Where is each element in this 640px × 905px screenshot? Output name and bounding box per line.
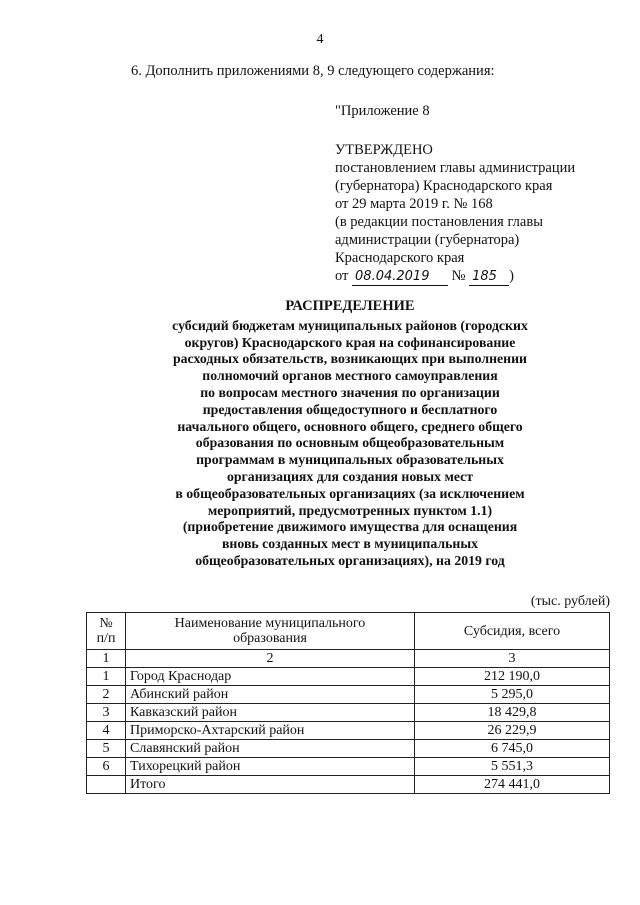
table-row bbox=[87, 758, 610, 776]
approval-line: от 29 марта 2019 г. № 168 bbox=[335, 196, 493, 212]
handwritten-date: 08.04.2019 bbox=[352, 269, 448, 286]
index-cell: 2 bbox=[126, 650, 415, 668]
table-row bbox=[87, 668, 610, 686]
title-line: (приобретение движимого имущества для оснащения bbox=[182, 519, 518, 535]
appendix-title: "Приложение 8 bbox=[335, 103, 430, 119]
title-line: предоставления общедоступного и бесплатного bbox=[202, 401, 498, 417]
table-row bbox=[87, 686, 610, 704]
title-line: округов) Краснодарского края на софинансирование bbox=[184, 334, 516, 350]
header-name-cell bbox=[126, 613, 415, 650]
title-line: расходных обязательств, возникающих при выполнении bbox=[172, 351, 528, 367]
title-line: образования по основным общеобразовательным bbox=[195, 435, 505, 451]
municipality-name: Тихорецкий район bbox=[126, 758, 415, 776]
ot-prefix: от bbox=[335, 268, 349, 284]
title-line: организациях для создания новых мест bbox=[226, 468, 474, 484]
title-line: мероприятий, предусмотренных пунктом 1.1) bbox=[207, 502, 493, 518]
title-heading: РАСПРЕДЕЛЕНИЕ bbox=[285, 298, 415, 314]
units-label: (тыс. рублей) bbox=[530, 594, 610, 609]
subsidy-amount: 5 295,0 bbox=[415, 686, 610, 704]
column-index-row bbox=[87, 650, 610, 668]
approval-line: (в редакции постановления главы bbox=[335, 214, 543, 230]
subsidy-amount: 18 429,8 bbox=[415, 704, 610, 722]
title-line: полномочий органов местного самоуправления bbox=[202, 368, 498, 384]
approved-label: УТВЕРЖДЕНО bbox=[335, 142, 433, 158]
row-number: 4 bbox=[87, 722, 126, 740]
municipality-name: Славянский район bbox=[126, 740, 415, 758]
title-line: общеобразовательных организациях), на 2019 год bbox=[195, 552, 505, 568]
title-line: вновь созданных мест в муниципальных bbox=[221, 536, 479, 552]
table-row bbox=[87, 704, 610, 722]
title-line: программам в муниципальных образовательных bbox=[196, 452, 504, 468]
total-row bbox=[87, 776, 610, 794]
title-line: в общеобразовательных организациях (за исключением bbox=[175, 485, 525, 501]
total-number-cell bbox=[87, 776, 126, 794]
total-amount: 274 441,0 bbox=[415, 776, 610, 794]
municipality-name: Приморско-Ахтарский район bbox=[126, 722, 415, 740]
row-number: 2 bbox=[87, 686, 126, 704]
table-header-row bbox=[87, 613, 610, 650]
index-cell: 3 bbox=[415, 650, 610, 668]
table-row bbox=[87, 722, 610, 740]
number-label: № bbox=[451, 268, 466, 284]
total-label: Итого bbox=[126, 776, 415, 794]
subsidy-amount: 212 190,0 bbox=[415, 668, 610, 686]
approval-line: Краснодарского края bbox=[335, 250, 465, 266]
row-number: 3 bbox=[87, 704, 126, 722]
subsidy-table bbox=[86, 612, 610, 794]
header-number-line: п/п bbox=[96, 631, 116, 646]
approval-line: постановлением главы администрации bbox=[335, 160, 576, 176]
document-title bbox=[0, 298, 640, 570]
approval-block bbox=[335, 141, 575, 286]
table-row bbox=[87, 740, 610, 758]
approval-line: (губернатора) Краснодарского края bbox=[335, 178, 553, 194]
subsidy-amount: 6 745,0 bbox=[415, 740, 610, 758]
header-name-line: Наименование муниципального bbox=[174, 616, 366, 631]
title-line: субсидий бюджетам муниципальных районов (городских bbox=[172, 317, 528, 333]
intro-paragraph: 6. Дополнить приложениями 8, 9 следующего содержания: bbox=[131, 63, 495, 79]
row-number: 1 bbox=[87, 668, 126, 686]
municipality-name: Город Краснодар bbox=[126, 668, 415, 686]
header-number-line: № bbox=[99, 616, 113, 631]
approval-line: администрации (губернатора) bbox=[335, 232, 520, 248]
header-amount-cell: Субсидия, всего bbox=[415, 613, 610, 650]
closing-paren: ) bbox=[509, 268, 514, 284]
header-number-cell bbox=[87, 613, 126, 650]
row-number: 5 bbox=[87, 740, 126, 758]
municipality-name: Абинский район bbox=[126, 686, 415, 704]
title-line: по вопросам местного значения по организации bbox=[200, 384, 500, 400]
municipality-name: Кавказский район bbox=[126, 704, 415, 722]
amendment-date-line bbox=[335, 267, 575, 286]
page-number: 4 bbox=[316, 32, 324, 47]
subsidy-amount: 5 551,3 bbox=[415, 758, 610, 776]
handwritten-number: 185 bbox=[469, 269, 509, 286]
row-number: 6 bbox=[87, 758, 126, 776]
subsidy-amount: 26 229,9 bbox=[415, 722, 610, 740]
title-line: начального общего, основного общего, среднего общего bbox=[177, 418, 523, 434]
header-name-line: образования bbox=[233, 631, 307, 646]
index-cell: 1 bbox=[87, 650, 126, 668]
